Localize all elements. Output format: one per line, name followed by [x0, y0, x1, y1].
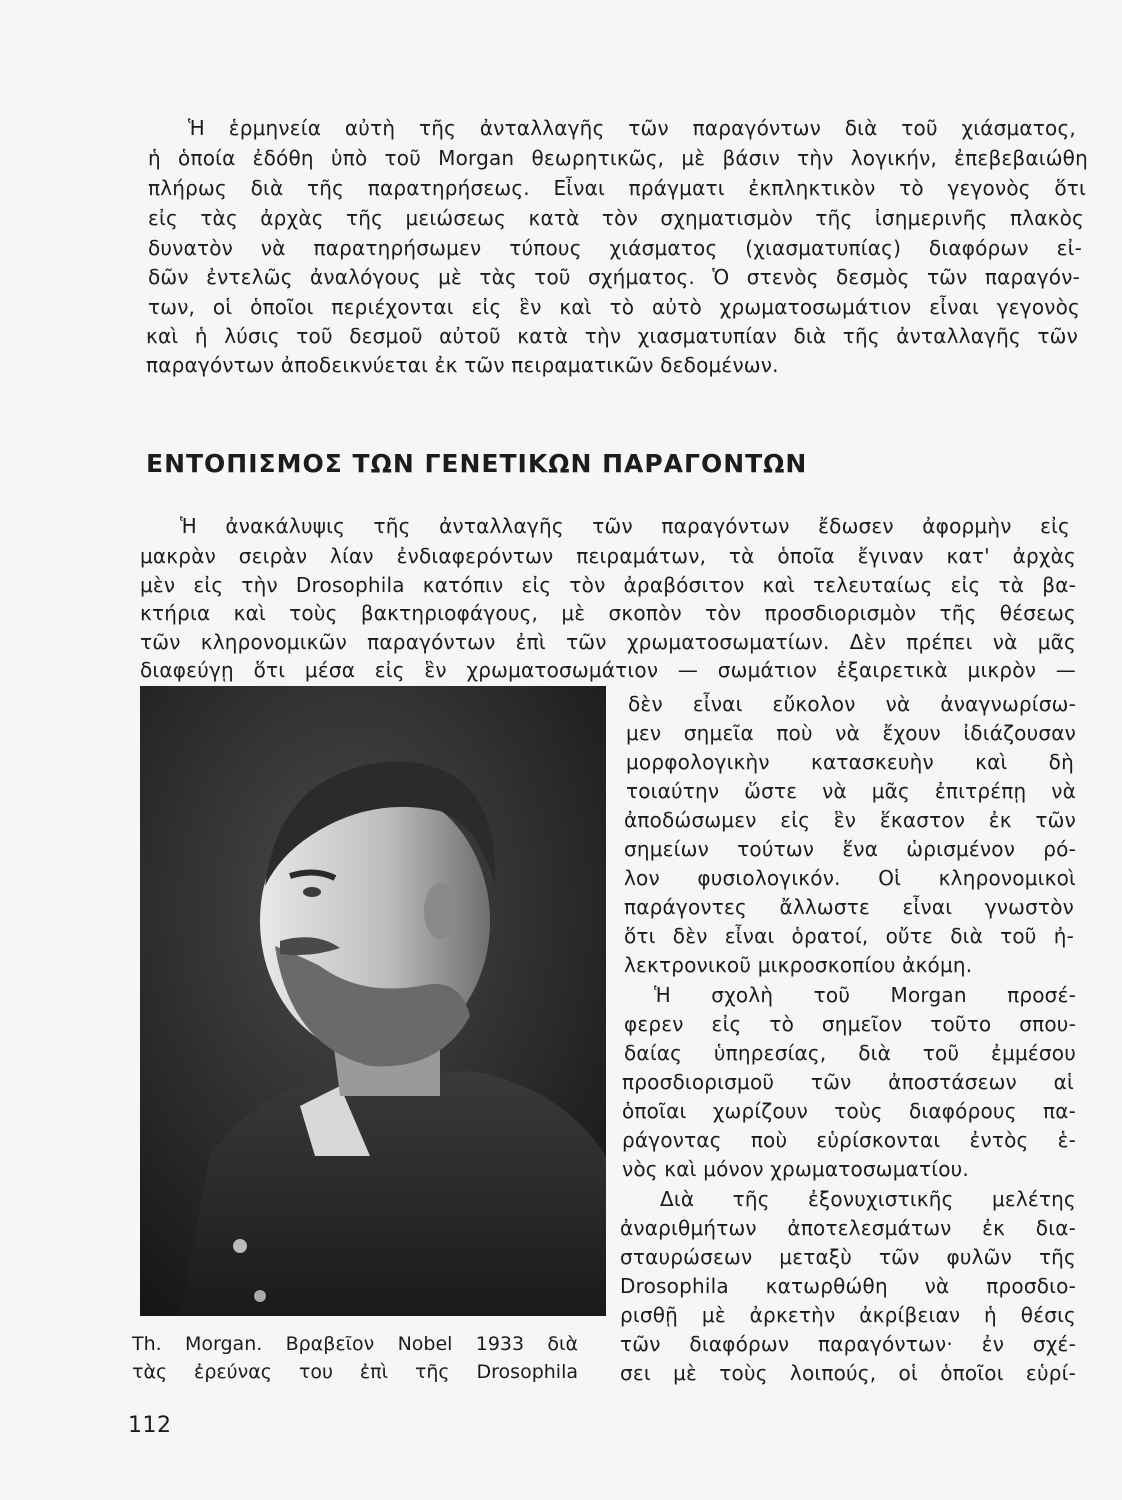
- text-line: Ἡ ἀνακάλυψις τῆς ἀνταλλαγῆς τῶν παραγόντων ἔδωσεν ἀφορμὴν εἰς: [180, 514, 1070, 538]
- text-line: λον φυσιολογικόν. Οἱ κληρονομικοὶ: [624, 866, 1076, 890]
- portrait-image: [140, 686, 606, 1316]
- text-line: δῶν ἐντελῶς ἀναλόγους μὲ τὰς τοῦ σχήματος. Ὁ στενὸς δεσμὸς τῶν παραγόν-: [148, 265, 1080, 289]
- text-line: μὲν εἰς τὴν Drosophila κατόπιν εἰς τὸν ἀραβόσιτον καὶ τελευταίως εἰς τὰ βα-: [140, 573, 1076, 597]
- text-line: διαφεύγῃ ὅτι μέσα εἰς ἓν χρωματοσωμάτιον — σωμάτιον ἐξαιρετικὰ μικρὸν —: [140, 658, 1076, 682]
- text-line: παραγόντων ἀποδεικνύεται ἐκ τῶν πειραματικῶν δεδομένων.: [146, 353, 779, 377]
- photo-caption-line: τὰς ἐρεύνας του ἐπὶ τῆς Drosophila: [132, 1361, 578, 1383]
- text-line: ὅτι δὲν εἶναι ὁρατοί, οὔτε διὰ τοῦ ἠ-: [624, 924, 1074, 948]
- text-line: δυνατὸν νὰ παρατηρήσωμεν τύπους χιάσματος (χιασματυπίας) διαφόρων εἰ-: [148, 236, 1082, 260]
- text-line: ράγοντας ποὺ εὑρίσκονται ἐντὸς ἑ-: [622, 1128, 1076, 1152]
- text-line: των, οἱ ὁποῖοι περιέχονται εἰς ἓν καὶ τὸ αὐτὸ χρωματοσωμάτιον εἶναι γεγονὸς: [148, 295, 1080, 319]
- text-line: Ἡ ἑρμηνεία αὐτὴ τῆς ἀνταλλαγῆς τῶν παραγόντων διὰ τοῦ χιάσματος,: [188, 116, 1076, 140]
- text-line: μεν σημεῖα ποὺ νὰ ἔχουν ἰδιάζουσαν: [626, 721, 1076, 745]
- text-line: σει μὲ τοὺς λοιπούς, οἱ ὁποῖοι εὑρί-: [620, 1361, 1076, 1385]
- photo-caption-line: Th. Morgan. Βραβεῖον Nobel 1933 διὰ: [132, 1333, 578, 1355]
- text-line: κτήρια καὶ τοὺς βακτηριοφάγους, μὲ σκοπὸν τὸν προσδιορισμὸν τῆς θέσεως: [140, 601, 1076, 625]
- text-line: σημείων τούτων ἕνα ὡρισμένον ρό-: [624, 837, 1076, 861]
- text-line: δαίας ὑπηρεσίας, διὰ τοῦ ἐμμέσου: [624, 1041, 1076, 1065]
- page-number: 112: [128, 1413, 172, 1438]
- text-line: ὁποῖαι χωρίζουν τοὺς διαφόρους πα-: [622, 1099, 1076, 1123]
- text-line: τοιαύτην ὥστε νὰ μᾶς ἐπιτρέπῃ νὰ: [626, 779, 1076, 803]
- text-line: ρισθῇ μὲ ἀρκετὴν ἀκρίβειαν ἡ θέσις: [620, 1303, 1076, 1327]
- text-line: σταυρώσεων μεταξὺ τῶν φυλῶν τῆς: [620, 1245, 1076, 1269]
- portrait-photo: [140, 686, 606, 1316]
- text-line: μορφολογικὴν κατασκευὴν καὶ δὴ: [626, 750, 1074, 774]
- text-line: νὸς καὶ μόνον χρωματοσωματίου.: [622, 1157, 969, 1181]
- text-line: λεκτρονικοῦ μικροσκοπίου ἀκόμη.: [624, 953, 973, 977]
- text-line: τῶν κληρονομικῶν παραγόντων ἐπὶ τῶν χρωματοσωματίων. Δὲν πρέπει νὰ μᾶς: [140, 630, 1076, 654]
- text-line: Διὰ τῆς ἐξονυχιστικῆς μελέτης: [660, 1187, 1076, 1211]
- text-line: παράγοντες ἄλλωστε εἶναι γνωστὸν: [624, 895, 1074, 919]
- text-line: ἀποδώσωμεν εἰς ἓν ἕκαστον ἐκ τῶν: [624, 808, 1076, 832]
- text-line: Drosophila κατωρθώθη νὰ προσδιο-: [620, 1274, 1076, 1298]
- text-line: Ἡ σχολὴ τοῦ Morgan προσέ-: [654, 983, 1076, 1007]
- text-line: πλήρως διὰ τῆς παρατηρήσεως. Εἶναι πράγματι ἐκπληκτικὸν τὸ γεγονὸς ὅτι: [148, 176, 1086, 200]
- text-line: δὲν εἶναι εὔκολον νὰ ἀναγνωρίσω-: [628, 692, 1076, 716]
- text-line: εἰς τὰς ἀρχὰς τῆς μειώσεως κατὰ τὸν σχηματισμὸν τῆς ἰσημερινῆς πλακὸς: [148, 206, 1084, 230]
- text-line: μακρὰν σειρὰν λίαν ἐνδιαφερόντων πειραμάτων, τὰ ὁποῖα ἔγιναν κατ' ἀρχὰς: [140, 544, 1076, 568]
- text-line: καὶ ἡ λύσις τοῦ δεσμοῦ αὐτοῦ κατὰ τὴν χιασματυπίαν διὰ τῆς ἀνταλλαγῆς τῶν: [146, 324, 1078, 348]
- text-line: τῶν διαφόρων παραγόντων· ἐν σχέ-: [620, 1332, 1076, 1356]
- text-line: προσδιορισμοῦ τῶν ἀποστάσεων αἱ: [622, 1070, 1074, 1094]
- section-heading: ΕΝΤΟΠΙΣΜΟΣ ΤΩΝ ΓΕΝΕΤΙΚΩΝ ΠΑΡΑΓΟΝΤΩΝ: [146, 449, 808, 478]
- text-line: ἡ ὁποία ἐδόθη ὑπὸ τοῦ Morgan θεωρητικῶς, μὲ βάσιν τὴν λογικήν, ἐπεβεβαιώθη: [148, 146, 1088, 170]
- text-line: ἀναριθμήτων ἀποτελεσμάτων ἐκ δια-: [620, 1216, 1076, 1240]
- text-line: φερεν εἰς τὸ σημεῖον τοῦτο σπου-: [624, 1012, 1076, 1036]
